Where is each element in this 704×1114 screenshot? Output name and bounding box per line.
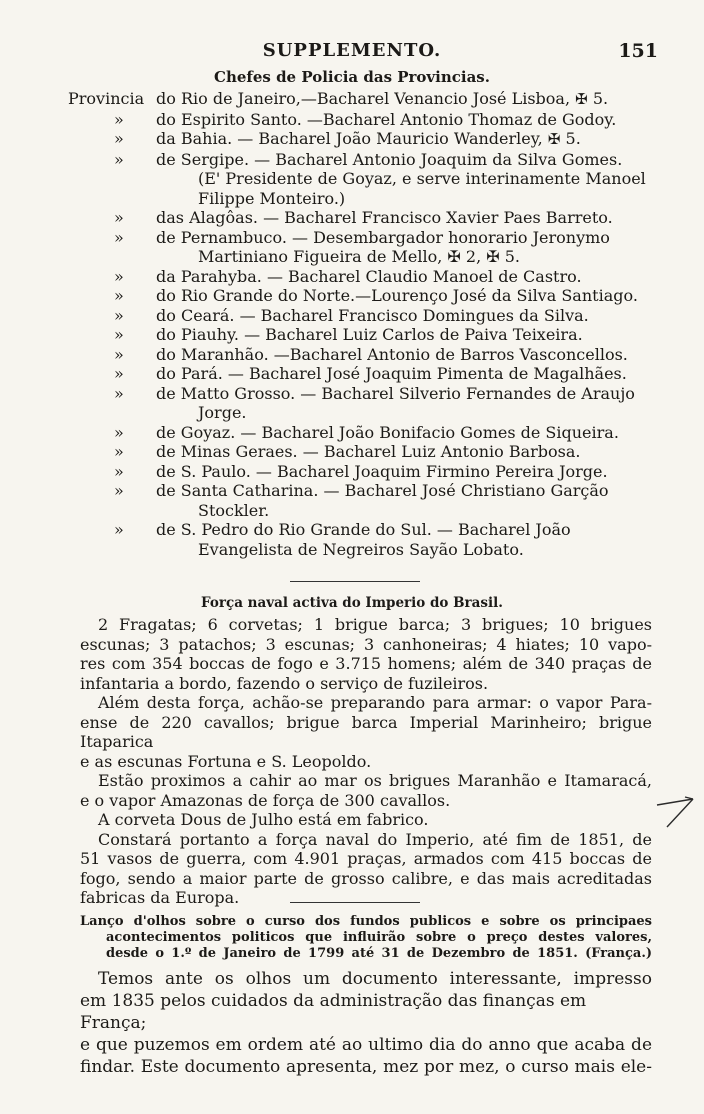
row-marker: » [114, 344, 124, 364]
list-item [68, 481, 648, 501]
paragraph [80, 830, 652, 908]
list-item-text: da Bahia. — Bacharel João Mauricio Wanderley, [156, 129, 543, 148]
row-marker: » [114, 149, 124, 169]
list-item-text: de S. Paulo. — Bacharel Joaquim Firmino Pereira Jorge. [156, 461, 608, 481]
list-item [68, 423, 648, 443]
list-item [68, 306, 648, 326]
row-marker: » [114, 422, 124, 442]
list-item [68, 364, 648, 384]
text-line: Constará portanto a força naval do Imperio, até fim de 1851, de [98, 829, 652, 849]
pen-annotation-mark [655, 795, 695, 831]
row-marker: Provincia [68, 89, 145, 108]
text-line: escunas; 3 patachos; 3 escunas; 3 canhoneiras; 4 hiates; 10 vapo- [80, 634, 652, 654]
row-marker: » [114, 442, 124, 461]
row-marker: » [114, 227, 124, 247]
list-item [68, 228, 648, 248]
section-title-public-funds [80, 914, 652, 962]
text-line: em 1835 pelos cuidados da administração das finanças em França; [80, 991, 587, 1033]
list-item-continuation: Stockler. [198, 500, 270, 520]
list-item [68, 89, 648, 110]
page-number: 151 [618, 40, 658, 62]
police-chiefs-list [68, 89, 648, 559]
row-marker: » [114, 520, 124, 539]
list-item-text: de Minas Geraes. — Bacharel Luiz Antonio Barbosa. [156, 442, 581, 461]
order-cross-icon: ✠ [547, 130, 561, 148]
text-line: 51 vasos de guerra, com 4.901 praças, armados com 415 boccas de [80, 849, 652, 868]
list-item [68, 286, 648, 306]
list-item-text: da Parahyba. — Bacharel Claudio Manoel de Castro. [156, 266, 582, 286]
list-item-continuation: Jorge. [198, 403, 247, 422]
row-marker: » [114, 109, 124, 129]
list-item-continuation: Evangelista de Negreiros Sayão Lobato. [198, 539, 524, 559]
list-item [68, 150, 648, 170]
list-item [68, 520, 648, 540]
list-item [68, 325, 648, 345]
row-marker: » [114, 305, 124, 325]
list-item [68, 462, 648, 482]
text-line: e as escunas Fortuna e S. Leopoldo. [80, 751, 372, 771]
text-line: Estão proximos a cahir ao mar os brigues Maranhão e Itamaracá, [98, 771, 652, 790]
list-item-text: das Alagôas. — Bacharel Francisco Xavier Paes Barreto. [156, 208, 613, 227]
list-item [68, 345, 648, 365]
list-item-text: de Santa Catharina. — Bacharel José Christiano Garção [156, 481, 609, 500]
list-item-text: do Ceará. — Bacharel Francisco Domingues da Silva. [156, 305, 589, 325]
public-funds-text [80, 968, 652, 1078]
text-line: res com 354 boccas de fogo e 3.715 homens; além de 340 praças de [80, 654, 652, 673]
paragraph [80, 771, 652, 810]
list-item-text: do Rio Grande do Norte.—Lourenço José da Silva Santiago. [156, 286, 638, 305]
text-line: Temos ante os olhos um documento interessante, impresso [98, 969, 652, 989]
page-header [0, 40, 704, 64]
section-title-naval-force: Força naval activa do Imperio do Brasil. [201, 595, 503, 611]
text-line: 2 Fragatas; 6 corvetas; 1 brigue barca; 3 brigues; 10 brigues [98, 615, 652, 634]
list-item [68, 110, 648, 130]
text-line: e que puzemos em ordem até ao ultimo dia do anno que acaba de [80, 1035, 652, 1055]
title-line: desde o 1.º de Janeiro de 1799 até 31 de Dezembro de 1851. (França.) [106, 946, 652, 961]
section-divider [290, 902, 420, 903]
row-marker: » [114, 129, 124, 148]
row-marker: » [114, 208, 124, 227]
list-item-text: de Sergipe. — Bacharel Antonio Joaquim da Silva Gomes. [156, 149, 623, 169]
row-marker: » [114, 481, 124, 500]
list-item-text: do Rio de Janeiro,—Bacharel Venancio José Lisboa, [156, 89, 571, 108]
text-line: e o vapor Amazonas de força de 300 cavallos. [80, 790, 451, 810]
text-line: findar. Este documento apresenta, mez por mez, o curso mais ele- [80, 1057, 652, 1077]
section-divider [290, 581, 420, 582]
list-item-continuation: (E' Presidente de Goyaz, e serve interinamente Manoel [198, 169, 646, 188]
list-item [68, 129, 648, 150]
list-item-text: de Matto Grosso. — Bacharel Silverio Fernandes de Araujo [156, 383, 635, 403]
row-marker: » [114, 286, 124, 305]
section-title-police-chiefs: Chefes de Policia das Provincias. [214, 68, 490, 86]
paragraph [80, 615, 652, 693]
list-item-text: 5. [565, 129, 581, 148]
text-line: Além desta força, achão-se preparando para armar: o vapor Para- [98, 693, 652, 712]
running-head: SUPPLEMENTO. [262, 40, 442, 61]
text-line: ense de 220 cavallos; brigue barca Imperial Marinheiro; brigue Itaparica [80, 712, 652, 751]
order-cross-icon: ✠ [575, 90, 588, 108]
row-marker: » [114, 364, 124, 383]
list-item-text: de S. Pedro do Rio Grande do Sul. — Bacharel João [156, 520, 571, 539]
row-marker: » [114, 461, 124, 481]
title-line: acontecimentos politicos que influirão sobre o preço destes valores, [106, 930, 652, 945]
list-item-text: do Pará. — Bacharel José Joaquim Pimenta de Magalhães. [156, 364, 627, 383]
text-line: infantaria a bordo, fazendo o serviço de fuzileiros. [80, 673, 489, 693]
title-line: Lanço d'olhos sobre o curso dos fundos publicos e sobre os principaes [80, 914, 652, 929]
list-item-text: do Espirito Santo. —Bacharel Antonio Thomaz de Godoy. [156, 109, 617, 129]
list-item-text: de Goyaz. — Bacharel João Bonifacio Gomes de Siqueira. [156, 422, 619, 442]
list-item [68, 442, 648, 462]
paragraph [80, 810, 652, 830]
naval-force-text [80, 615, 652, 908]
list-item [68, 267, 648, 287]
list-item-continuation: Filippe Monteiro.) [198, 188, 346, 208]
list-item-text: do Maranhão. —Bacharel Antonio de Barros Vasconcellos. [156, 344, 628, 364]
row-marker: » [114, 325, 124, 344]
list-item-text: do Piauhy. — Bacharel Luiz Carlos de Paiva Teixeira. [156, 325, 583, 344]
list-item [68, 384, 648, 404]
text-line: A corveta Dous de Julho está em fabrico. [98, 810, 429, 829]
text-line: fabricas da Europa. [80, 888, 240, 907]
text-line: fogo, sendo a maior parte de grosso calibre, e das mais acreditadas [80, 868, 652, 888]
paragraph [80, 693, 652, 771]
list-item-text: 5. [592, 89, 609, 108]
row-marker: » [114, 266, 124, 286]
list-item [68, 208, 648, 228]
list-item-text: de Pernambuco. — Desembargador honorario Jeronymo [156, 227, 610, 247]
list-item-continuation: Martiniano Figueira de Mello, ✠ 2, ✠ 5. [198, 247, 521, 266]
row-marker: » [114, 383, 124, 403]
